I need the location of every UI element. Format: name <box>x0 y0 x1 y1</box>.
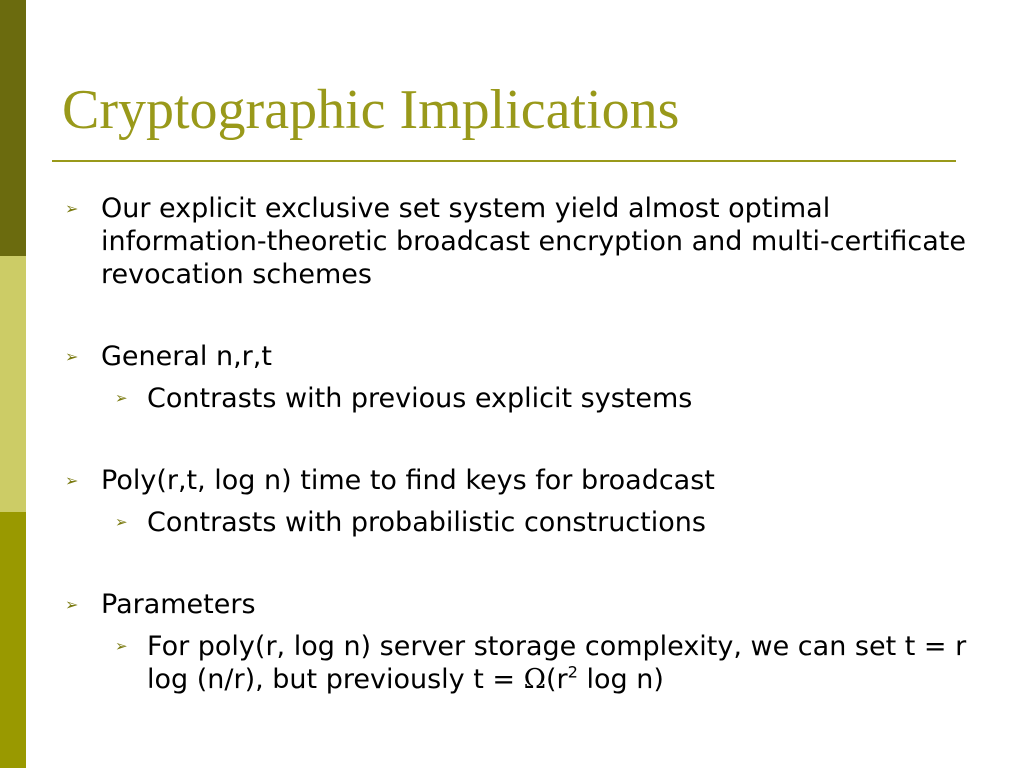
slide-title: Cryptographic Implications <box>62 79 680 141</box>
arrow-bullet-icon: ➢ <box>65 471 79 490</box>
title-divider <box>52 160 956 162</box>
arrow-bullet-icon: ➢ <box>65 595 79 614</box>
sub-bullet-text-suffix: log n) <box>577 664 664 695</box>
arrow-bullet-icon: ➢ <box>115 513 128 531</box>
sidebar-block-light <box>0 256 26 512</box>
bullet-item <box>62 340 972 373</box>
arrow-bullet-icon: ➢ <box>65 199 79 218</box>
arrow-bullet-icon: ➢ <box>115 389 128 407</box>
sub-bullet-text: Contrasts with previous explicit systems <box>147 383 693 414</box>
arrow-bullet-icon: ➢ <box>115 637 128 655</box>
bullet-item <box>62 588 972 621</box>
sub-bullet-item <box>62 382 972 415</box>
bullet-text: Poly(r,t, log n) time to find keys for broadcast <box>101 465 715 496</box>
bullet-text: Our explicit exclusive set system yield almost optimal information-theoretic broadcast encryption and multi-certificate revocation schemes <box>101 193 966 290</box>
sub-bullet-text-paren: (r <box>545 664 568 695</box>
sub-bullet-text <box>147 631 966 695</box>
bullet-text: General n,r,t <box>101 341 272 372</box>
sub-bullet-item <box>62 630 972 696</box>
sub-bullet-text: Contrasts with probabilistic constructions <box>147 507 706 538</box>
sidebar-accent-bar <box>0 0 26 768</box>
bullet-item <box>62 192 972 291</box>
sidebar-block-dark <box>0 0 26 256</box>
sub-bullet-item <box>62 506 972 539</box>
bullet-text: Parameters <box>101 589 256 620</box>
bullet-item <box>62 464 972 497</box>
bullet-list <box>62 192 972 696</box>
arrow-bullet-icon: ➢ <box>65 347 79 366</box>
superscript: 2 <box>567 662 578 682</box>
omega-symbol: Ω <box>523 664 546 695</box>
sidebar-block-mid <box>0 512 26 768</box>
sub-bullet-text-prefix: For poly(r, log n) server storage complexity, we can set t = r log (n/r), but previously t = <box>147 631 967 695</box>
